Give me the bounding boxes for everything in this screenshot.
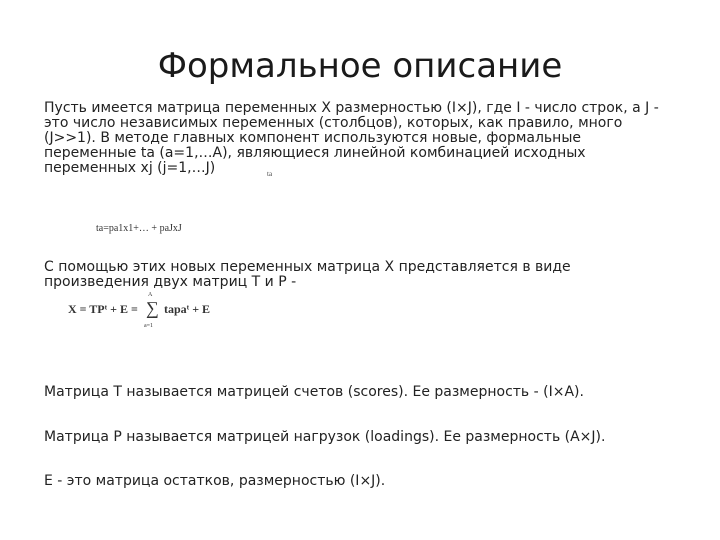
decomposition-line-1: С помощью этих новых переменных матрица X представляется в виде: [44, 259, 571, 275]
intro-line-4: переменные ta (a=1,…A), являющиеся линейной комбинацией исходных: [44, 145, 586, 161]
formula-linear-combination: ta=pa1x1+… + paJxJ: [96, 223, 182, 234]
paragraph-loadings: Матрица P называется матрицей нагрузок (loadings). Ее размерность (A×J).: [44, 429, 606, 445]
slide-title: Формальное описание: [157, 46, 563, 86]
paragraph-decomposition: [44, 260, 684, 290]
formula2-left: X = TPᵗ + E =: [68, 302, 138, 316]
sigma-icon: ∑: [146, 298, 159, 318]
paragraph-intro: [44, 101, 684, 176]
paragraph-residuals: E - это матрица остатков, размерностью (I×J).: [44, 473, 386, 489]
intro-line-1: Пусть имеется матрица переменных X размерностью (I×J), где I - число строк, а J -: [44, 100, 659, 116]
intro-line-3: (J>>1). В методе главных компонент используются новые, формальные: [44, 130, 581, 146]
sigma-lower-limit: a=1: [144, 323, 154, 329]
intro-line-5: переменных xj (j=1,…J): [44, 160, 216, 176]
paragraph-scores: Матрица T называется матрицей счетов (scores). Ее размерность - (I×A).: [44, 384, 584, 400]
formula-mark: ta: [267, 170, 273, 178]
decomposition-line-2: произведения двух матриц T и P -: [44, 274, 297, 290]
sigma-upper-limit: A: [148, 292, 153, 298]
formula2-right: tapaᵗ + E: [164, 302, 211, 316]
intro-line-2: это число независимых переменных (столбцов), которых, как правило, много: [44, 115, 623, 131]
formula-matrix-decomposition: [68, 292, 211, 329]
